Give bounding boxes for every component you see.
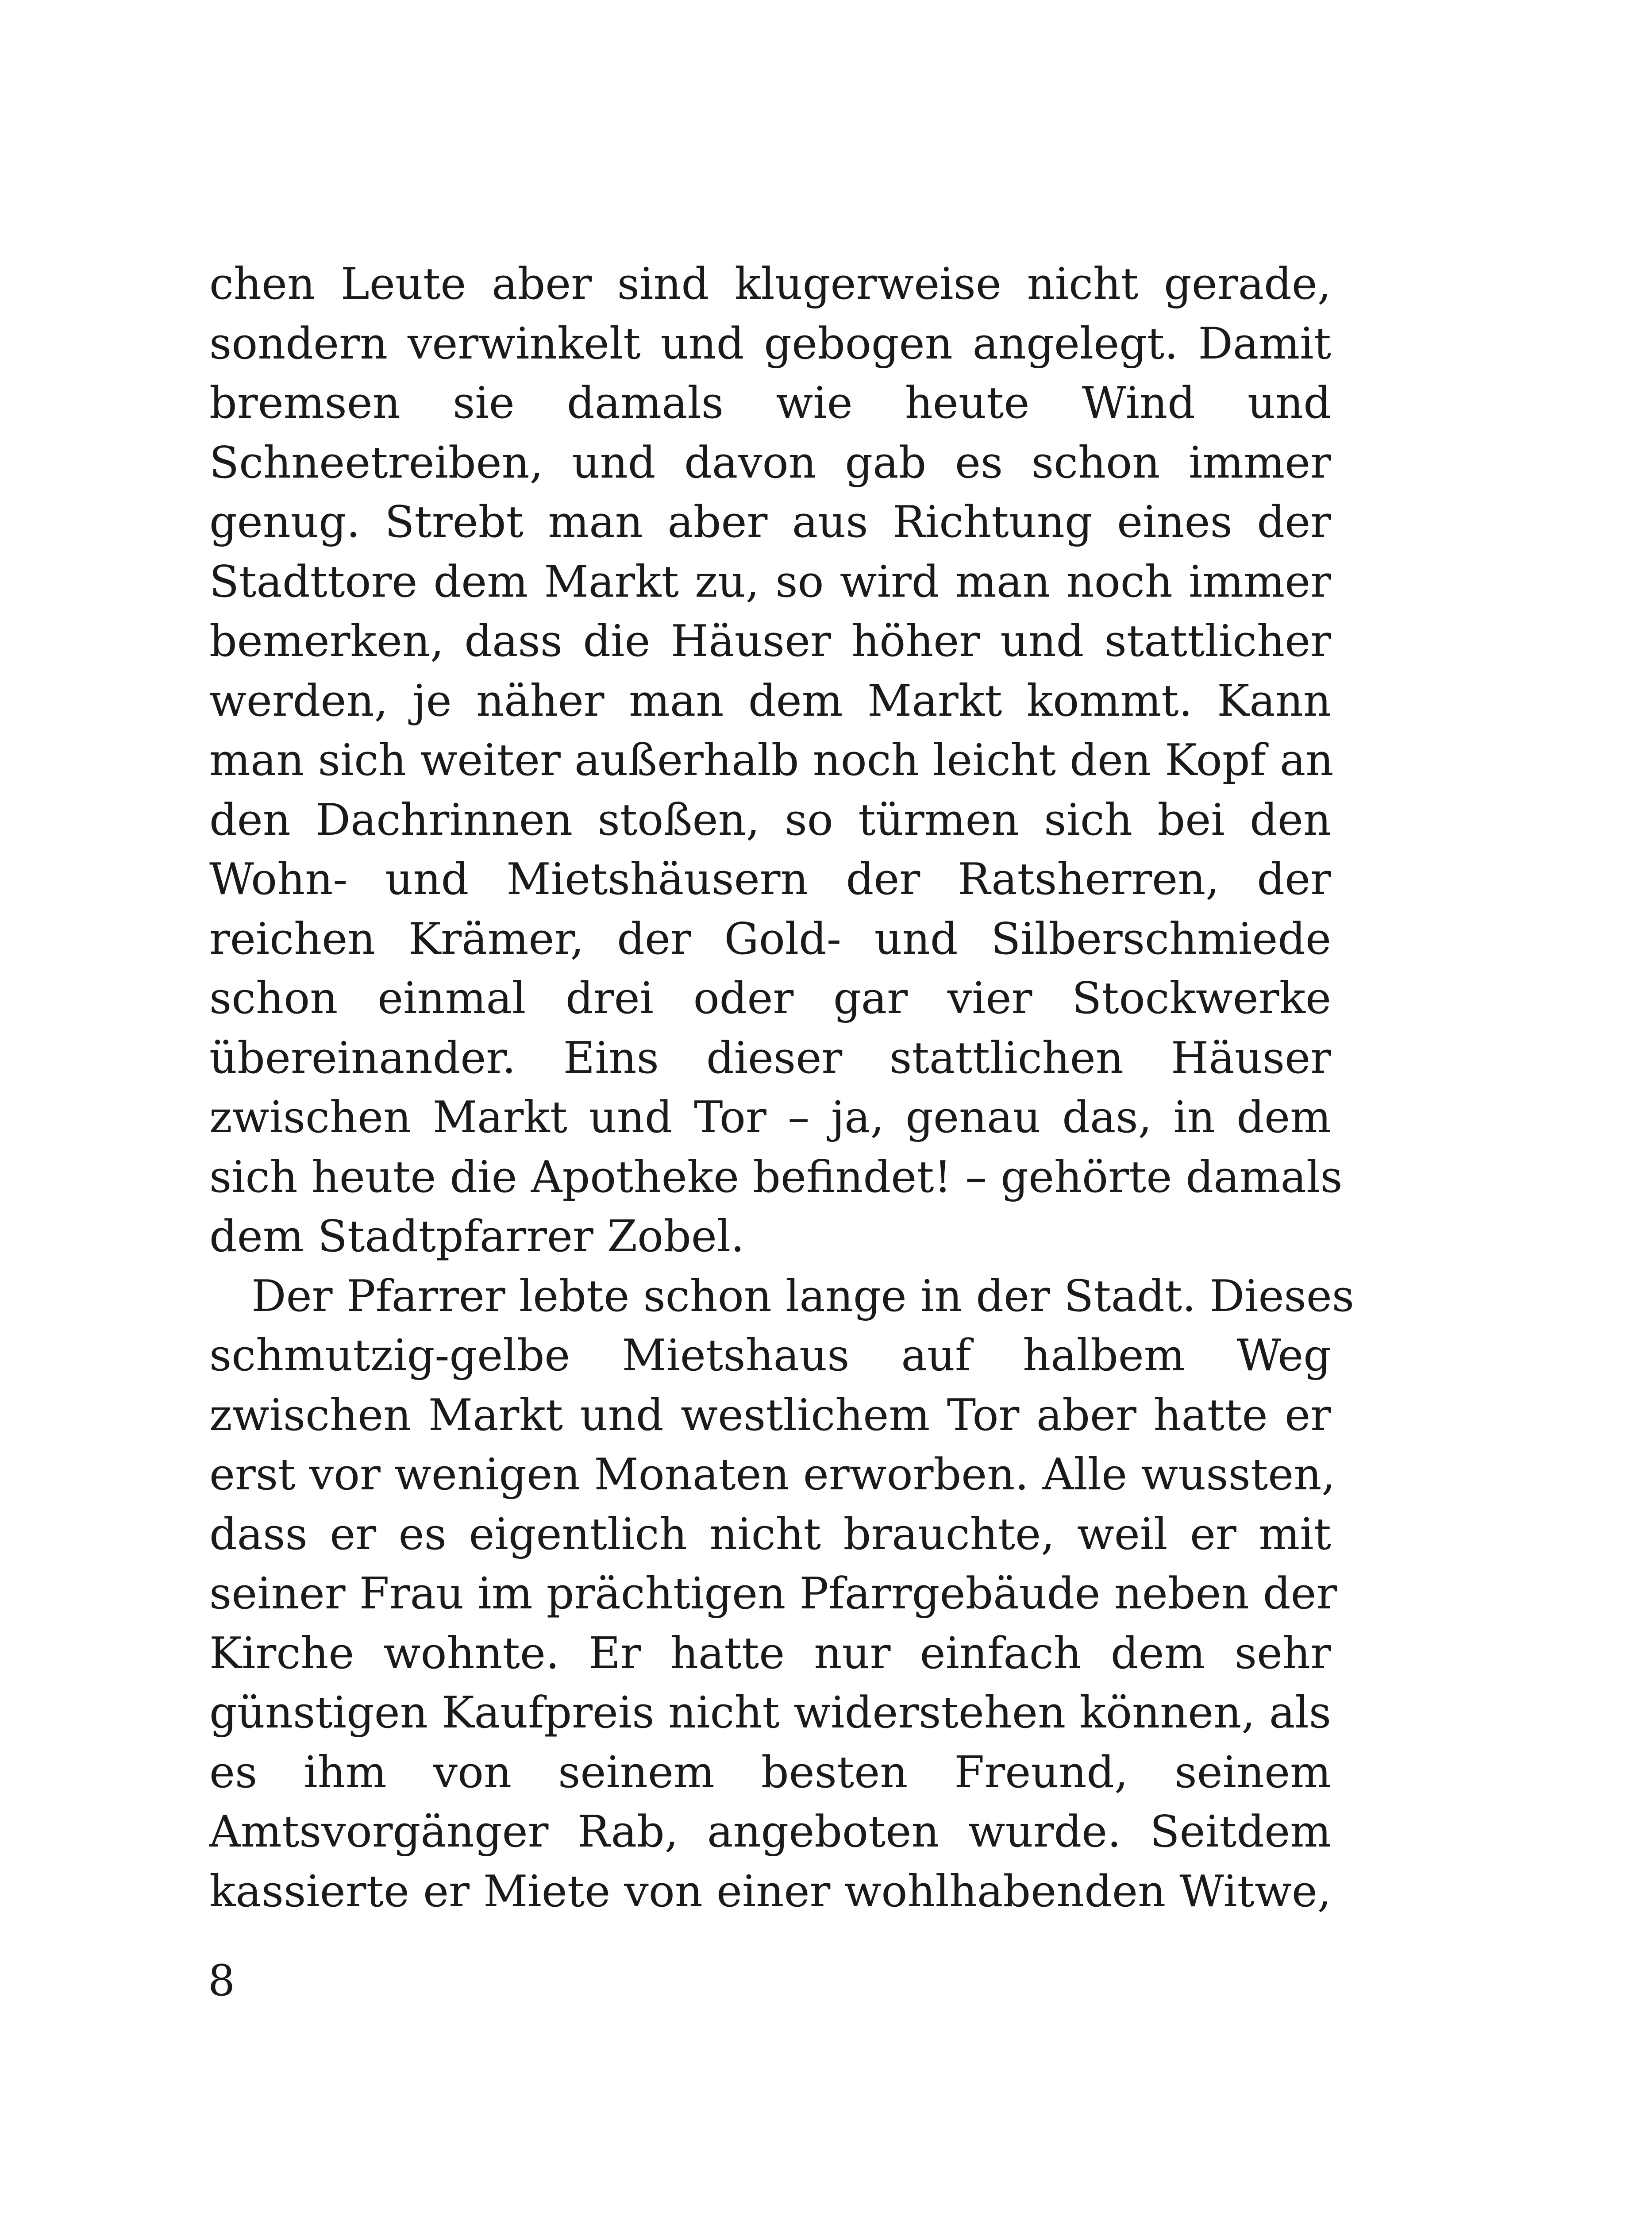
text-line: sich heute die Apotheke befindet! – gehörte damals [209, 1152, 1343, 1203]
text-line: es ihm von seinem besten Freund, seinem [209, 1747, 1331, 1798]
text-line: schmutzig-gelbe Mietshaus auf halbem Weg [209, 1330, 1331, 1381]
text-line: dem Stadtpfarrer Zobel. [209, 1211, 745, 1262]
text-line: übereinander. Eins dieser stattlichen Häuser [209, 1033, 1331, 1083]
text-line: Amtsvorgänger Rab, angeboten wurde. Seitdem [209, 1807, 1331, 1857]
text-line: zwischen Markt und westlichem Tor aber hatte er [209, 1390, 1331, 1441]
text-line: Schneetreiben, und davon gab es schon immer [209, 437, 1331, 488]
text-line: reichen Krämer, der Gold- und Silberschmiede [209, 914, 1331, 964]
text-line: chen Leute aber sind klugerweise nicht gerade, [209, 259, 1331, 309]
text-line: dass er es eigentlich nicht brauchte, weil er mit [209, 1509, 1331, 1560]
text-line: den Dachrinnen stoßen, so türmen sich bei den [209, 794, 1331, 845]
text-line: zwischen Markt und Tor – ja, genau das, in dem [209, 1092, 1331, 1143]
text-line: genug. Strebt man aber aus Richtung eines der [209, 497, 1331, 547]
text-line: Der Pfarrer lebte schon lange in der Stadt. Dieses [251, 1271, 1355, 1322]
text-line: seiner Frau im prächtigen Pfarrgebäude neben der [209, 1569, 1337, 1619]
text-line: Stadttore dem Markt zu, so wird man noch immer [209, 556, 1331, 607]
text-line: bremsen sie damals wie heute Wind und [209, 378, 1331, 428]
page-number: 8 [208, 1956, 235, 2005]
text-line: erst vor wenigen Monaten erworben. Alle wussten, [209, 1450, 1336, 1500]
text-line: schon einmal drei oder gar vier Stockwerke [209, 973, 1331, 1024]
text-line: Kirche wohnte. Er hatte nur einfach dem sehr [209, 1628, 1331, 1679]
text-line: werden, je näher man dem Markt kommt. Kann [209, 675, 1331, 726]
text-line: bemerken, dass die Häuser höher und stattlicher [209, 616, 1331, 667]
body-text [209, 254, 1355, 1921]
text-line: Wohn- und Mietshäusern der Ratsherren, der [209, 854, 1331, 905]
text-line: man sich weiter außerhalb noch leicht den Kopf an [209, 735, 1334, 786]
text-line: günstigen Kaufpreis nicht widerstehen können, als [209, 1688, 1331, 1738]
text-line: sondern verwinkelt und gebogen angelegt. Damit [209, 318, 1331, 369]
text-line: kassierte er Miete von einer wohlhabenden Witwe, [209, 1866, 1331, 1917]
